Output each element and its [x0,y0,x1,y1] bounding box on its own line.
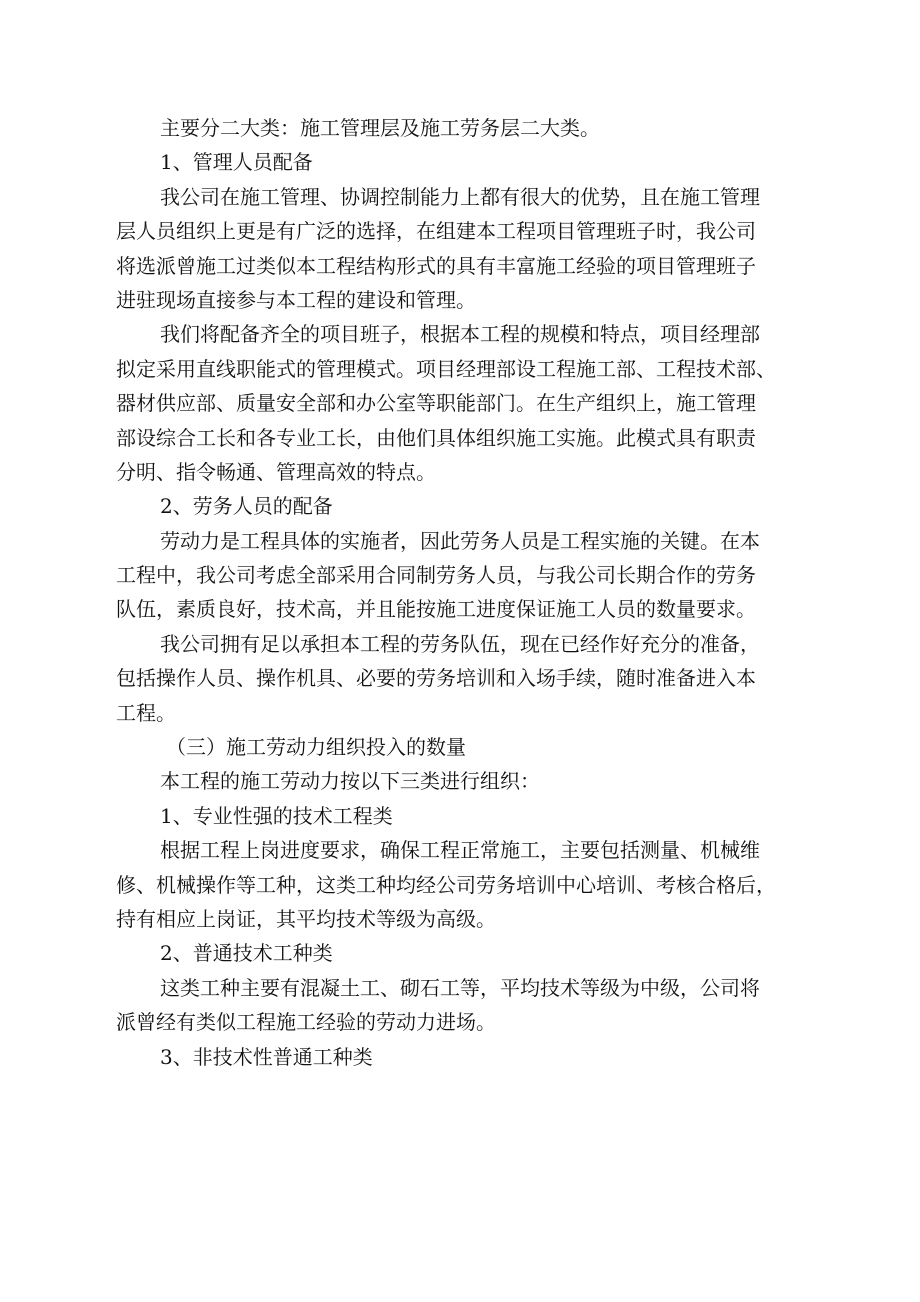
text-line: 工程中，我公司考虑全部采用合同制劳务人员，与我公司长期合作的劳务 [116,563,756,588]
text-line: 根据工程上岗进度要求，确保工程正常施工，主要包括测量、机械维 [160,838,760,863]
text-line: 我公司拥有足以承担本工程的劳务队伍，现在已经作好充分的准备， [160,631,760,656]
text-line: 持有相应上岗证，其平均技术等级为高级。 [116,906,496,931]
subheading-staffing: 1、管理人员配备 [160,150,313,175]
text-line: 工程。 [116,700,176,725]
text-line: 进驻现场直接参与本工程的建设和管理。 [116,287,476,312]
text-line: 包括操作人员、操作机具、必要的劳务培训和入场手续，随时准备进入本 [116,666,756,691]
text-line: 修、机械操作等工种，这类工种均经公司劳务培训中心培训、考核合格后， [116,872,776,897]
text-line: 主要分二大类：施工管理层及施工劳务层二大类。 [160,116,600,140]
text-line: 队伍，素质良好，技术高，并且能按施工进度保证施工人员的数量要求。 [116,597,756,622]
section-heading: （三）施工劳动力组织投入的数量 [166,735,466,760]
text-line: 分明、指令畅通、管理高效的特点。 [116,459,436,484]
subheading-non-technical: 3、非技术性普通工种类 [160,1044,373,1069]
text-line: 将选派曾施工过类似本工程结构形式的具有丰富施工经验的项目管理班子 [116,253,756,278]
text-line: 我公司在施工管理、协调控制能力上都有很大的优势，且在施工管理 [160,184,760,209]
subheading-technical: 1、专业性强的技术工程类 [160,803,393,828]
text-line: 部设综合工长和各专业工长，由他们具体组织施工实施。此模式具有职责 [116,425,756,450]
text-line: 派曾经有类似工程施工经验的劳动力进场。 [116,1010,496,1035]
text-line: 层人员组织上更是有广泛的选择，在组建本工程项目管理班子时，我公司 [116,219,756,244]
subheading-labor: 2、劳务人员的配备 [160,494,333,519]
text-line: 器材供应部、质量安全部和办公室等职能部门。在生产组织上，施工管理 [116,391,756,416]
text-line: 这类工种主要有混凝土工、砌石工等，平均技术等级为中级，公司将 [160,975,760,1000]
document-body [116,111,806,1074]
text-line: 本工程的施工劳动力按以下三类进行组织： [160,769,540,794]
subheading-general-trades: 2、普通技术工种类 [160,941,333,966]
text-line: 劳动力是工程具体的实施者，因此劳务人员是工程实施的关键。在本 [160,528,760,553]
text-line: 我们将配备齐全的项目班子，根据本工程的规模和特点，项目经理部 [160,322,760,347]
text-line: 拟定采用直线职能式的管理模式。项目经理部设工程施工部、工程技术部、 [116,356,776,381]
